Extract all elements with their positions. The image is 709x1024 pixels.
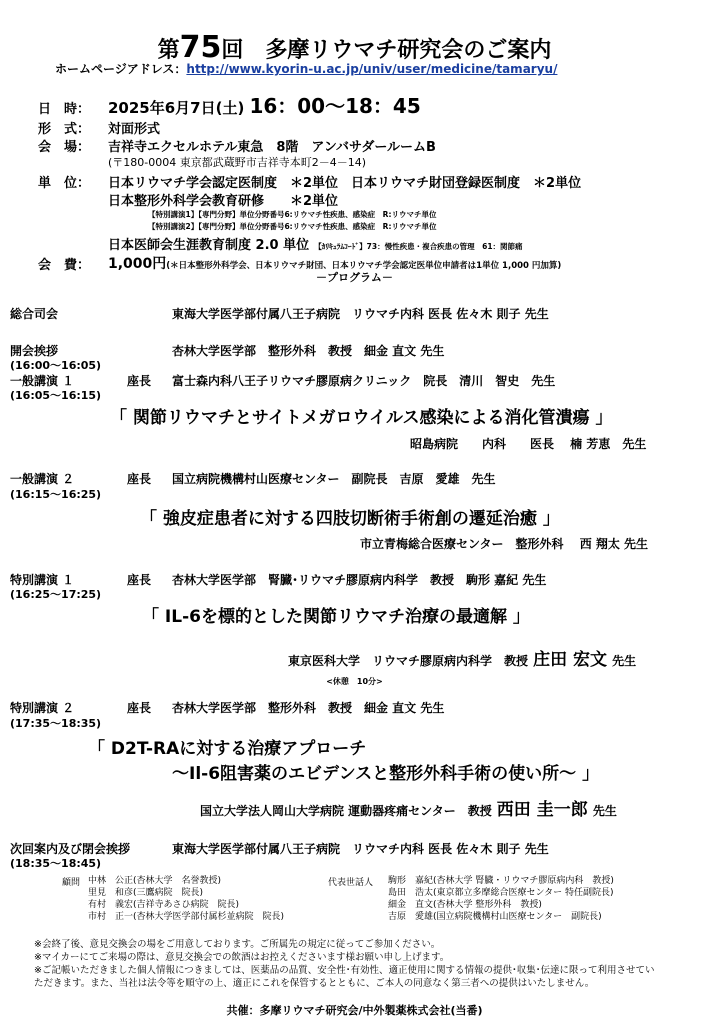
reps-label: 代表世話人 xyxy=(328,878,374,888)
reps-list xyxy=(388,875,614,923)
general-talk-1-label: 一般講演 １ xyxy=(10,374,75,388)
special-talk-2-chair: 杏林大学医学部 整形外科 教授 細金 直文 先生 xyxy=(172,701,445,715)
special-talk-2-chair-label: 座長 xyxy=(127,701,152,715)
break-note: <休憩 10分> xyxy=(326,677,383,686)
general-talk-1-time: (16:05～16:15) xyxy=(10,389,102,402)
note-item: ※会終了後、意見交換会の場をご用意しております。ご所属先の規定に従ってご参加ください。 xyxy=(34,939,441,950)
advisor-item: 市村 正一(杏林大学医学部付属杉並病院 院長) xyxy=(88,912,285,922)
advisor-item: 中林 公正(杏林大学 名誉教授) xyxy=(88,876,222,886)
general-talk-2-chair-label: 座長 xyxy=(127,472,152,486)
closing-time: (18:35～18:45) xyxy=(10,857,102,870)
advisor-item: 有村 義宏(吉祥寺あさひ病院 院長) xyxy=(88,900,240,910)
homepage-line xyxy=(55,60,557,77)
general-talk-1-speaker: 昭島病院 内科 医長 楠 芳恵 先生 xyxy=(410,437,647,451)
special-talk-2-label: 特別講演 ２ xyxy=(10,701,75,715)
note-item: ※マイカーにてご来場の際は、意見交換会での飲酒はお控えくださいます様お願い申し上げます。 xyxy=(34,952,450,963)
general-talk-2-speaker: 市立青梅総合医療センター 整形外科 西 翔太 先生 xyxy=(360,537,649,551)
note-item: ※ご記帳いただきました個人情報につきましては、医薬品の品質、安全性･有効性、適正使用に関する情報の提供･収集･伝達に限って利用させてい xyxy=(34,965,655,976)
jma-credit: 日本医師会生涯教育制度 2.0 単位 xyxy=(108,238,310,253)
special-talk-1-chair: 杏林大学医学部 腎臓･リウマチ膠原病内科学 教授 駒形 嘉紀 先生 xyxy=(172,573,547,587)
special-talk-2-speaker xyxy=(200,795,617,820)
closing-label: 次回案内及び閉会挨拶 xyxy=(10,842,131,856)
rep-item: 島田 浩太(東京都立多摩総合医療センター 特任副院長) xyxy=(388,888,614,898)
format-label: 形 式： xyxy=(38,122,91,137)
title-prefix: 第 xyxy=(157,38,180,63)
special-talk-1-title: 「 IL-6を標的とした関節リウマチ治療の最適解 」 xyxy=(142,607,530,627)
special-talk-2-affiliation: 国立大学法人岡山大学病院 運動器疼痛センター 教授 xyxy=(200,804,492,818)
special-talk-1-name: 庄田 宏文 xyxy=(533,650,608,670)
opening-time: (16:00～16:05) xyxy=(10,359,102,372)
credit-line-4: 【特別講演2】【専門分野】単位分野番号6:リウマチ性疾患、感染症 R:リウマチ単位 xyxy=(148,222,437,231)
closing-name: 東海大学医学部付属八王子病院 リウマチ内科 医長 佐々木 則子 先生 xyxy=(172,842,549,856)
special-talk-1-time: (16:25～17:25) xyxy=(10,588,102,601)
general-talk-2-title: 「 強皮症患者に対する四肢切断術手術創の遷延治癒 」 xyxy=(140,509,560,529)
general-talk-2-time: (16:15～16:25) xyxy=(10,488,102,501)
fee-label: 会 費： xyxy=(38,258,91,273)
rep-item: 細金 直文(杏林大学 整形外科 教授) xyxy=(388,900,542,910)
credit-line-5 xyxy=(108,234,523,253)
special-talk-1-speaker xyxy=(288,645,636,670)
title-text: 回 多摩リウマチ研究会のご案内 xyxy=(221,38,552,63)
advisor-item: 里見 和彦(三鷹病院 院長) xyxy=(88,888,204,898)
opening-name: 杏林大学医学部 整形外科 教授 細金 直文 先生 xyxy=(172,344,445,358)
advisors-label: 顧問 xyxy=(62,878,81,888)
host-name: 東海大学医学部付属八王子病院 リウマチ内科 医長 佐々木 則子 先生 xyxy=(172,307,549,321)
special-talk-2-time: (17:35～18:35) xyxy=(10,717,102,730)
advisors-list xyxy=(88,875,284,923)
special-talk-1-chair-label: 座長 xyxy=(127,573,152,587)
date-value: 2025年6月7日(土) xyxy=(108,99,245,117)
co-sponsor-footer: 共催：多摩リウマチ研究会/中外製薬株式会社(当番) xyxy=(226,1004,483,1017)
rep-item: 吉原 愛雄(国立病院機構村山医療センター 副院長) xyxy=(388,912,602,922)
general-talk-2-label: 一般講演 ２ xyxy=(10,472,75,486)
time-value: 16：00～18：45 xyxy=(249,94,421,118)
fee-note: (＊日本整形外科学会、日本リウマチ財団、日本リウマチ学会認定医単位申請者は1単位 1,000 円加算) xyxy=(166,261,562,271)
date-line xyxy=(108,90,421,119)
special-talk-2-title-1: 「 D2T-RAに対する治療アプローチ xyxy=(88,739,367,759)
homepage-label: ホームページアドレス： xyxy=(55,62,187,76)
general-talk-2-chair: 国立病院機構村山医療センター 副院長 吉原 愛雄 先生 xyxy=(172,472,496,486)
curriculum-code: 【ｶﾘｷｭﾗﾑｺｰﾄﾞ】73：慢性疾患・複合疾患の管理 61：関節痛 xyxy=(314,242,523,251)
special-talk-1-honorific: 先生 xyxy=(612,654,637,668)
special-talk-2-name: 西田 圭一郎 xyxy=(496,800,588,820)
opening-label: 開会挨拶 xyxy=(10,344,59,358)
date-label: 日 時： xyxy=(38,102,91,117)
special-talk-2-honorific: 先生 xyxy=(592,804,617,818)
host-label: 総合司会 xyxy=(10,307,59,321)
credit-line-2: 日本整形外科学会教育研修 ＊2単位 xyxy=(108,194,339,209)
meeting-number: 75 xyxy=(179,30,222,65)
special-talk-1-affiliation: 東京医科大学 リウマチ膠原病内科学 教授 xyxy=(288,654,529,668)
homepage-link[interactable]: http://www.kyorin-u.ac.jp/univ/user/medicine/tamaryu/ xyxy=(186,62,558,76)
venue-value: 吉祥寺エクセルホテル東急 8階 アンバサダールームB xyxy=(108,140,436,155)
venue-address: (〒180-0004 東京都武蔵野市吉祥寺本町2－4－14) xyxy=(108,156,367,169)
general-talk-1-chair: 富士森内科八王子リウマチ膠原病クリニック 院長 清川 智史 先生 xyxy=(172,374,556,388)
format-value: 対面形式 xyxy=(108,122,161,137)
special-talk-1-label: 特別講演 １ xyxy=(10,573,75,587)
rep-item: 駒形 嘉紀(杏林大学 腎臓・リウマチ膠原病内科 教授) xyxy=(388,876,614,886)
credit-line-1: 日本リウマチ学会認定医制度 ＊2単位 日本リウマチ財団登録医制度 ＊2単位 xyxy=(108,176,582,191)
general-talk-1-chair-label: 座長 xyxy=(127,374,152,388)
general-talk-1-title: 「 関節リウマチとサイトメガロウイルス感染による消化管潰瘍 」 xyxy=(110,408,613,428)
special-talk-2-title-2: ～Il-6阻害薬のエビデンスと整形外科手術の使い所～ 」 xyxy=(172,764,600,784)
notes xyxy=(34,938,655,990)
note-item: ただきます。また、当社は法令等を順守の上、適正にこれを保管するとともに、ご本人の同意なく第三者への提供はいたしません。 xyxy=(34,978,595,989)
credit-line-3: 【特別講演1】【専門分野】単位分野番号6:リウマチ性疾患、感染症 R:リウマチ単位 xyxy=(148,210,437,219)
venue-label: 会 場： xyxy=(38,140,91,155)
program-heading: －プログラム－ xyxy=(316,271,393,284)
credit-label: 単 位： xyxy=(38,176,91,191)
fee-value: 1,000円 xyxy=(108,256,167,272)
